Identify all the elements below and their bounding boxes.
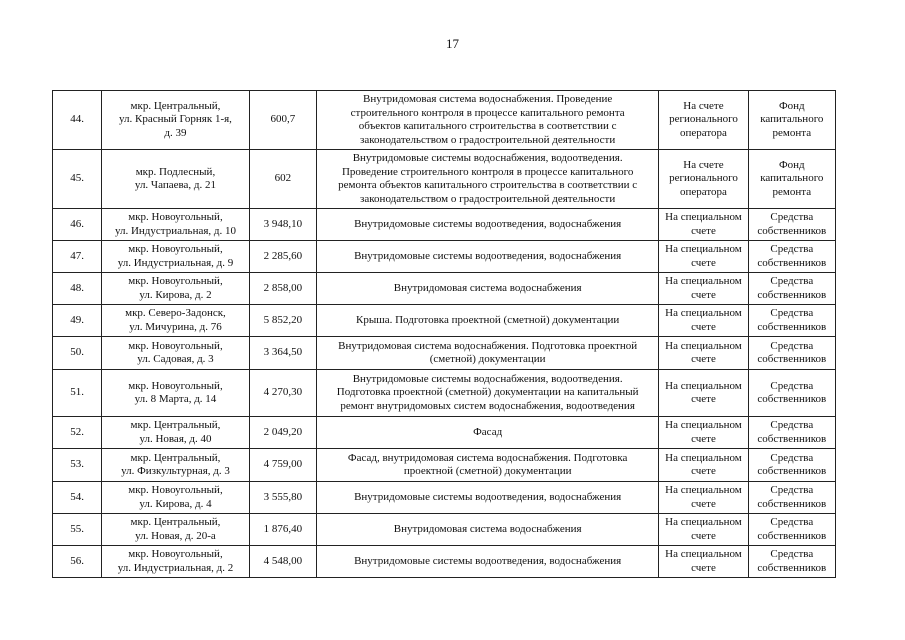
account-cell — [659, 241, 748, 273]
row-number-line: 48. — [70, 281, 84, 294]
area-cell-line: 4 759,00 — [263, 458, 303, 471]
row-number — [53, 150, 102, 209]
work-type-cell-line: законодательством о градостроительной деятельности — [360, 133, 616, 146]
funding-source-cell-line: ремонта — [772, 126, 812, 139]
page-number: 17 — [446, 36, 459, 51]
account-cell — [659, 514, 748, 546]
account-cell-line: оператора — [680, 126, 727, 139]
work-type-cell-line: Фасад, внутридомовая система водоснабжения. Подготовка — [347, 451, 628, 464]
table-row — [53, 417, 836, 449]
address-cell-line: ул. Чапаева, д. 21 — [134, 179, 216, 191]
funding-source-cell — [748, 150, 835, 209]
row-number-line: 47. — [70, 249, 84, 262]
funding-source-cell-line: Средства — [770, 419, 814, 431]
address-cell — [102, 370, 250, 417]
address-cell-line: мкр. Подлесный, — [135, 165, 216, 178]
account-cell-line: На специальном — [665, 419, 742, 431]
address-cell — [102, 241, 250, 273]
account-cell-line: счете — [691, 465, 716, 477]
address-cell-line: мкр. Новоугольный, — [128, 339, 223, 352]
address-cell-line: ул. Новая, д. 40 — [139, 432, 212, 445]
work-type-cell-line: Внутридомовые системы водоснабжения, водоотведения. — [352, 152, 623, 164]
work-type-cell-line: строительного контроля в процессе капитального ремонта — [350, 106, 625, 119]
table-row — [53, 241, 836, 273]
address-cell-line: ул. Новая, д. 20-а — [135, 529, 216, 542]
address-cell-line: мкр. Новоугольный, — [128, 548, 223, 560]
funding-source-cell-line: Фонд — [778, 99, 805, 112]
funding-source-cell-line: собственников — [757, 432, 827, 445]
work-type-cell — [317, 417, 659, 449]
account-cell — [659, 91, 748, 150]
address-cell-line: мкр. Центральный, — [130, 99, 221, 112]
table-row — [53, 337, 836, 370]
row-number-line: 53. — [70, 458, 84, 471]
work-type-cell — [317, 305, 659, 337]
address-cell — [102, 91, 250, 150]
area-cell — [249, 449, 316, 482]
work-type-cell-line: Внутридомовая система водоснабжения. Проведение — [363, 93, 613, 105]
row-number-line: 49. — [70, 313, 84, 326]
table-row — [53, 546, 836, 578]
funding-source-cell — [748, 337, 835, 370]
funding-source-cell-line: собственников — [757, 529, 827, 542]
area-cell-line: 3 364,50 — [263, 346, 303, 359]
area-cell — [249, 273, 316, 305]
funding-source-cell — [748, 449, 835, 482]
funding-source-cell-line: собственников — [757, 497, 827, 510]
funding-source-cell-line: собственников — [757, 353, 827, 365]
area-cell-line: 5 852,20 — [263, 313, 303, 326]
row-number — [53, 241, 102, 273]
area-cell-line: 4 270,30 — [263, 386, 303, 399]
account-cell-line: счете — [691, 256, 716, 269]
account-cell-line: На специальном — [665, 275, 742, 287]
account-cell-line: счете — [691, 288, 716, 301]
funding-source-cell-line: собственников — [757, 224, 827, 237]
work-type-cell-line: законодательством о градостроительной деятельности — [360, 192, 616, 205]
table-row — [53, 209, 836, 241]
funding-source-cell — [748, 91, 835, 150]
address-cell-line: ул. Индустриальная, д. 9 — [117, 256, 234, 269]
row-number-line: 52. — [70, 425, 84, 438]
account-cell-line: счете — [691, 393, 716, 405]
row-number-line: 44. — [70, 113, 84, 126]
account-cell-line: счете — [691, 529, 716, 542]
work-type-cell-line: (сметной) документации — [429, 353, 546, 365]
area-cell — [249, 241, 316, 273]
row-number — [53, 337, 102, 370]
address-cell-line: ул. Мичурина, д. 76 — [129, 320, 222, 333]
table-row — [53, 449, 836, 482]
table-row — [53, 370, 836, 417]
account-cell — [659, 546, 748, 578]
account-cell — [659, 150, 748, 209]
address-cell — [102, 449, 250, 482]
table-row — [53, 150, 836, 209]
table-row — [53, 305, 836, 337]
account-cell-line: счете — [691, 353, 716, 365]
address-cell-line: мкр. Новоугольный, — [128, 379, 223, 392]
address-cell — [102, 150, 250, 209]
area-cell-line: 602 — [274, 172, 292, 185]
work-type-cell — [317, 209, 659, 241]
funding-source-cell-line: Средства — [770, 484, 814, 496]
address-cell-line: мкр. Новоугольный, — [128, 211, 223, 223]
address-cell-line: ул. Садовая, д. 3 — [137, 353, 214, 365]
address-cell-line: ул. Физкультурная, д. 3 — [121, 465, 230, 477]
area-cell-line: 2 858,00 — [263, 281, 303, 294]
funding-source-cell-line: Средства — [770, 211, 814, 223]
account-cell-line: регионального — [669, 113, 738, 126]
funding-source-cell — [748, 273, 835, 305]
table-row — [53, 482, 836, 514]
funding-source-cell-line: Средства — [770, 275, 814, 287]
row-number-line: 46. — [70, 217, 84, 230]
work-type-cell — [317, 241, 659, 273]
repair-table-body — [53, 91, 836, 578]
repair-table — [52, 90, 836, 578]
row-number-line: 45. — [70, 172, 84, 185]
area-cell — [249, 150, 316, 209]
work-type-cell — [317, 546, 659, 578]
area-cell — [249, 337, 316, 370]
address-cell-line: ул. 8 Марта, д. 14 — [134, 393, 217, 405]
account-cell-line: На специальном — [665, 516, 742, 528]
account-cell-line: регионального — [669, 172, 738, 185]
address-cell-line: ул. Красный Горняк 1-я, — [119, 113, 232, 126]
area-cell — [249, 209, 316, 241]
account-cell-line: На специальном — [665, 379, 742, 392]
address-cell-line: мкр. Новоугольный, — [128, 484, 223, 496]
funding-source-cell — [748, 417, 835, 449]
address-cell — [102, 305, 250, 337]
work-type-cell — [317, 91, 659, 150]
account-cell-line: счете — [691, 224, 716, 237]
account-cell-line: На счете — [683, 158, 724, 171]
funding-source-cell — [748, 241, 835, 273]
funding-source-cell-line: Средства — [770, 379, 814, 392]
work-type-cell-line: проектной (сметной) документации — [403, 465, 572, 477]
row-number — [53, 370, 102, 417]
account-cell — [659, 273, 748, 305]
funding-source-cell-line: Средства — [770, 243, 814, 255]
area-cell-line: 2 049,20 — [263, 425, 303, 438]
address-cell-line: ул. Индустриальная, д. 2 — [117, 561, 234, 574]
row-number — [53, 209, 102, 241]
area-cell-line: 3 555,80 — [263, 490, 303, 503]
address-cell — [102, 417, 250, 449]
address-cell-line: ул. Кирова, д. 2 — [139, 288, 212, 301]
account-cell-line: На специальном — [665, 484, 742, 496]
address-cell-line: мкр. Центральный, — [130, 516, 221, 528]
row-number-line: 51. — [70, 386, 84, 399]
funding-source-cell-line: Средства — [770, 339, 814, 352]
funding-source-cell — [748, 514, 835, 546]
funding-source-cell — [748, 546, 835, 578]
work-type-cell-line: Внутридомовые системы водоснабжения, водоотведения. — [352, 372, 623, 385]
work-type-cell-line: Фасад — [473, 425, 503, 438]
account-cell-line: На специальном — [665, 548, 742, 560]
account-cell-line: На специальном — [665, 211, 742, 223]
work-type-cell — [317, 482, 659, 514]
address-cell — [102, 209, 250, 241]
address-cell-line: ул. Кирова, д. 4 — [139, 497, 212, 510]
work-type-cell-line: ремонт внутридомовых систем водоснабжения, водоотведения — [340, 399, 635, 412]
funding-source-cell — [748, 305, 835, 337]
work-type-cell-line: Проведение строительного контроля в процессе капитального — [341, 165, 634, 178]
area-cell — [249, 417, 316, 449]
account-cell-line: счете — [691, 320, 716, 333]
work-type-cell-line: Внутридомовые системы водоотведения, водоснабжения — [354, 554, 622, 567]
account-cell-line: На специальном — [665, 243, 742, 255]
funding-source-cell-line: капитального — [760, 172, 824, 185]
area-cell — [249, 91, 316, 150]
work-type-cell-line: Внутридомовая система водоснабжения. Подготовка проектной — [338, 339, 638, 352]
row-number — [53, 91, 102, 150]
funding-source-cell-line: капитального — [760, 113, 824, 126]
address-cell-line: мкр. Новоугольный, — [128, 275, 223, 287]
address-cell — [102, 273, 250, 305]
funding-source-cell-line: Фонд — [778, 158, 805, 171]
account-cell — [659, 417, 748, 449]
address-cell — [102, 482, 250, 514]
table-row — [53, 91, 836, 150]
funding-source-cell-line: собственников — [757, 288, 827, 301]
funding-source-cell — [748, 482, 835, 514]
row-number-line: 50. — [70, 346, 84, 359]
area-cell — [249, 482, 316, 514]
funding-source-cell-line: Средства — [770, 548, 814, 560]
row-number-line: 55. — [70, 522, 84, 535]
account-cell — [659, 209, 748, 241]
address-cell — [102, 337, 250, 370]
work-type-cell — [317, 370, 659, 417]
row-number — [53, 305, 102, 337]
row-number-line: 56. — [70, 554, 84, 567]
row-number — [53, 417, 102, 449]
row-number — [53, 514, 102, 546]
work-type-cell-line: Подготовка проектной (сметной) документации на капитальный — [336, 386, 639, 399]
work-type-cell — [317, 514, 659, 546]
funding-source-cell-line: ремонта — [772, 185, 812, 198]
area-cell — [249, 305, 316, 337]
row-number — [53, 449, 102, 482]
funding-source-cell-line: собственников — [757, 465, 827, 477]
address-cell-line: мкр. Новоугольный, — [128, 243, 223, 255]
funding-source-cell-line: Средства — [770, 516, 814, 528]
account-cell-line: оператора — [680, 185, 727, 198]
work-type-cell — [317, 337, 659, 370]
area-cell-line: 1 876,40 — [263, 522, 303, 535]
work-type-cell-line: Внутридомовые системы водоотведения, водоснабжения — [354, 490, 622, 503]
address-cell — [102, 514, 250, 546]
work-type-cell-line: объектов капитального строительства в соответствии с — [358, 120, 617, 132]
account-cell-line: На специальном — [665, 339, 742, 352]
address-cell — [102, 546, 250, 578]
account-cell — [659, 482, 748, 514]
area-cell — [249, 546, 316, 578]
row-number-line: 54. — [70, 490, 84, 503]
account-cell — [659, 305, 748, 337]
table-row — [53, 273, 836, 305]
account-cell — [659, 337, 748, 370]
account-cell-line: На счете — [683, 99, 724, 112]
address-cell-line: мкр. Северо-Задонск, — [125, 307, 226, 319]
work-type-cell-line: Внутридомовые системы водоотведения, водоснабжения — [354, 217, 622, 230]
work-type-cell-line: Внутридомовая система водоснабжения — [393, 281, 582, 294]
area-cell — [249, 514, 316, 546]
account-cell-line: счете — [691, 432, 716, 445]
address-cell-line: мкр. Центральный, — [130, 451, 221, 464]
work-type-cell-line: ремонта объектов капитального строительства в соответствии с — [338, 179, 638, 191]
work-type-cell — [317, 150, 659, 209]
area-cell-line: 4 548,00 — [263, 554, 303, 567]
account-cell-line: счете — [691, 497, 716, 510]
funding-source-cell — [748, 209, 835, 241]
account-cell — [659, 370, 748, 417]
work-type-cell-line: Крыша. Подготовка проектной (сметной) документации — [356, 313, 620, 326]
address-cell-line: ул. Индустриальная, д. 10 — [114, 224, 236, 237]
address-cell-line: д. 39 — [164, 126, 187, 139]
account-cell-line: На специальном — [665, 451, 742, 464]
funding-source-cell-line: собственников — [757, 393, 827, 405]
work-type-cell — [317, 449, 659, 482]
account-cell-line: На специальном — [665, 307, 742, 319]
work-type-cell-line: Внутридомовая система водоснабжения — [393, 522, 582, 535]
area-cell — [249, 370, 316, 417]
row-number — [53, 273, 102, 305]
work-type-cell-line: Внутридомовые системы водоотведения, водоснабжения — [354, 249, 622, 262]
funding-source-cell-line: Средства — [770, 307, 814, 319]
work-type-cell — [317, 273, 659, 305]
area-cell-line: 3 948,10 — [263, 217, 303, 230]
account-cell-line: счете — [691, 561, 716, 574]
table-row — [53, 514, 836, 546]
funding-source-cell-line: собственников — [757, 320, 827, 333]
address-cell-line: мкр. Центральный, — [130, 419, 221, 431]
row-number — [53, 546, 102, 578]
funding-source-cell-line: собственников — [757, 561, 827, 574]
funding-source-cell — [748, 370, 835, 417]
funding-source-cell-line: собственников — [757, 256, 827, 269]
account-cell — [659, 449, 748, 482]
area-cell-line: 2 285,60 — [263, 249, 303, 262]
funding-source-cell-line: Средства — [770, 451, 814, 464]
area-cell-line: 600,7 — [270, 113, 296, 126]
row-number — [53, 482, 102, 514]
